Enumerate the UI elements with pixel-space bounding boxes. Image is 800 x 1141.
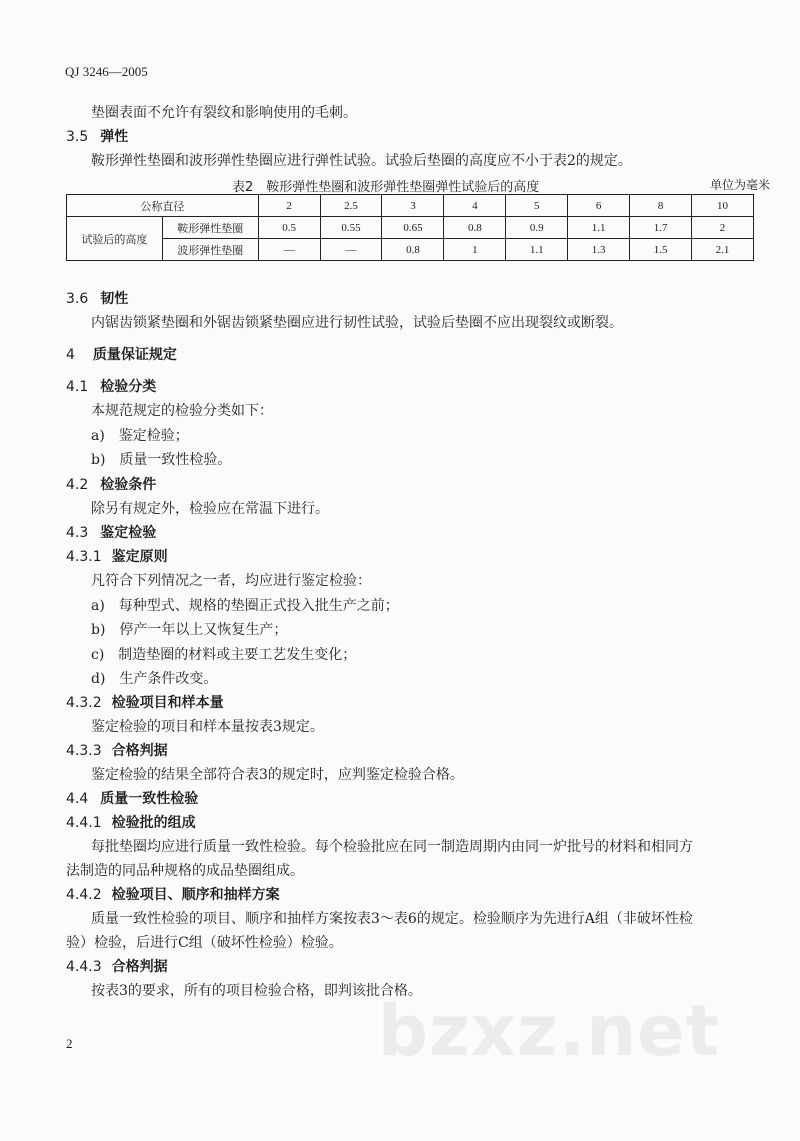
table-row <box>67 239 754 261</box>
table-cell: 6 <box>568 195 630 217</box>
watermark: bzxz.net <box>378 990 721 1072</box>
height-after-test-label: 试验后的高度 <box>67 217 163 261</box>
section-number: 4.3.2 <box>66 695 102 711</box>
list-item: b) 停产一年以上又恢复生产； <box>91 622 288 638</box>
table-cell: 5 <box>506 195 568 217</box>
section-title: 质量一致性检验 <box>100 791 199 807</box>
table-cell: 1 <box>444 239 506 261</box>
list-item: d) 生产条件改变。 <box>91 671 218 687</box>
table-cell: 0.5 <box>258 217 320 239</box>
section-number: 4.4.1 <box>66 815 102 831</box>
table-cell: 10 <box>692 195 754 217</box>
paragraph: 本规范规定的检验分类如下： <box>91 403 273 419</box>
section-heading-4-4 <box>66 790 198 808</box>
section-title: 鉴定检验 <box>100 525 157 541</box>
section-title: 鉴定原则 <box>111 549 168 565</box>
table-cell: 0.8 <box>444 217 506 239</box>
section-title: 检验批的组成 <box>111 815 196 831</box>
table-header-row <box>67 195 754 217</box>
section-heading-4-1 <box>66 378 156 396</box>
section-number: 4.3.3 <box>66 743 102 759</box>
document-code-header: QJ 3246—2005 <box>65 64 148 79</box>
list-item: b) 质量一致性检验。 <box>91 452 232 468</box>
table-row <box>67 217 754 239</box>
paragraph-continued: 法制造的同品种规格的成品垫圈组成。 <box>66 863 304 879</box>
section-title: 检验项目、顺序和抽样方案 <box>111 887 280 903</box>
section-title: 检验分类 <box>100 379 157 395</box>
row-label: 鞍形弹性垫圈 <box>162 217 258 239</box>
table-cell: 0.55 <box>320 217 382 239</box>
section-heading-4-3 <box>66 524 156 542</box>
paragraph: 凡符合下列情况之一者，均应进行鉴定检验： <box>91 573 371 589</box>
table-cell: 3 <box>382 195 444 217</box>
section-number: 4.4 <box>66 791 89 807</box>
section-heading-4 <box>66 346 177 364</box>
list-item: a) 鉴定检验； <box>91 428 189 444</box>
table-2 <box>66 194 754 261</box>
paragraph-continued: 验）检验，后进行C组（破坏性检验）检验。 <box>66 935 343 951</box>
table-cell: 0.9 <box>506 217 568 239</box>
table-cell: 0.65 <box>382 217 444 239</box>
table-cell: — <box>258 239 320 261</box>
section-heading-3-5 <box>66 128 128 146</box>
section-number: 4 <box>66 347 75 363</box>
paragraph: 每批垫圈均应进行质量一致性检验。每个检验批应在同一制造周期内由同一炉批号的材料和相同方 <box>91 839 693 855</box>
section-title: 检验条件 <box>100 477 157 493</box>
table-cell: 0.8 <box>382 239 444 261</box>
paragraph: 鉴定检验的结果全部符合表3的规定时，应判鉴定检验合格。 <box>91 767 464 783</box>
section-number: 3.5 <box>66 129 89 145</box>
list-item: a) 每种型式、规格的垫圈正式投入批生产之前； <box>91 598 399 614</box>
section-number: 3.6 <box>66 291 89 307</box>
section-heading-4-4-3 <box>66 958 168 976</box>
paragraph: 鉴定检验的项目和样本量按表3规定。 <box>91 719 324 735</box>
row-label: 波形弹性垫圈 <box>162 239 258 261</box>
section-title: 检验项目和样本量 <box>111 695 224 711</box>
section-number: 4.3 <box>66 525 89 541</box>
section-heading-4-4-1 <box>66 814 196 832</box>
table-cell: — <box>320 239 382 261</box>
section-number: 4.3.1 <box>66 549 102 565</box>
section-number: 4.2 <box>66 477 89 493</box>
table-cell: 1.3 <box>568 239 630 261</box>
section-number: 4.4.2 <box>66 887 102 903</box>
paragraph-elasticity: 鞍形弹性垫圈和波形弹性垫圈应进行弹性试验。试验后垫圈的高度应不小于表2的规定。 <box>91 153 632 169</box>
section-title: 合格判据 <box>111 743 168 759</box>
section-number: 4.1 <box>66 379 89 395</box>
nominal-diameter-header: 公称直径 <box>67 195 259 217</box>
section-title: 合格判据 <box>111 959 168 975</box>
section-heading-3-6 <box>66 290 128 308</box>
section-number: 4.4.3 <box>66 959 102 975</box>
page-number: 2 <box>66 1036 73 1051</box>
table-cell: 2.1 <box>692 239 754 261</box>
paragraph: 按表3的要求，所有的项目检验合格，即判该批合格。 <box>91 983 422 999</box>
table-cell: 1.1 <box>568 217 630 239</box>
paragraph-toughness: 内锯齿锁紧垫圈和外锯齿锁紧垫圈应进行韧性试验，试验后垫圈不应出现裂纹或断裂。 <box>91 315 623 331</box>
table-caption: 表2 鞍形弹性垫圈和波形弹性垫圈弹性试验后的高度 <box>232 180 540 195</box>
table-unit: 单位为毫米 <box>709 178 770 192</box>
table-cell: 4 <box>444 195 506 217</box>
table-cell: 1.7 <box>630 217 692 239</box>
list-item: c) 制造垫圈的材料或主要工艺发生变化； <box>91 647 357 663</box>
paragraph-surface: 垫圈表面不允许有裂纹和影响使用的毛刺。 <box>91 105 357 121</box>
section-heading-4-2 <box>66 476 156 494</box>
paragraph: 质量一致性检验的项目、顺序和抽样方案按表3～表6的规定。检验顺序为先进行A组（非破坏性检 <box>91 911 693 927</box>
table-cell: 1.1 <box>506 239 568 261</box>
table-cell: 2.5 <box>320 195 382 217</box>
paragraph: 除另有规定外，检验应在常温下进行。 <box>91 501 329 517</box>
table-cell: 1.5 <box>630 239 692 261</box>
section-title: 弹性 <box>100 129 129 145</box>
section-heading-4-4-2 <box>66 886 280 904</box>
section-title: 韧性 <box>100 291 129 307</box>
table-cell: 8 <box>630 195 692 217</box>
table-cell: 2 <box>692 217 754 239</box>
section-heading-4-3-3 <box>66 742 168 760</box>
section-heading-4-3-2 <box>66 694 224 712</box>
table-cell: 2 <box>258 195 320 217</box>
section-heading-4-3-1 <box>66 548 168 566</box>
section-title: 质量保证规定 <box>92 347 177 363</box>
